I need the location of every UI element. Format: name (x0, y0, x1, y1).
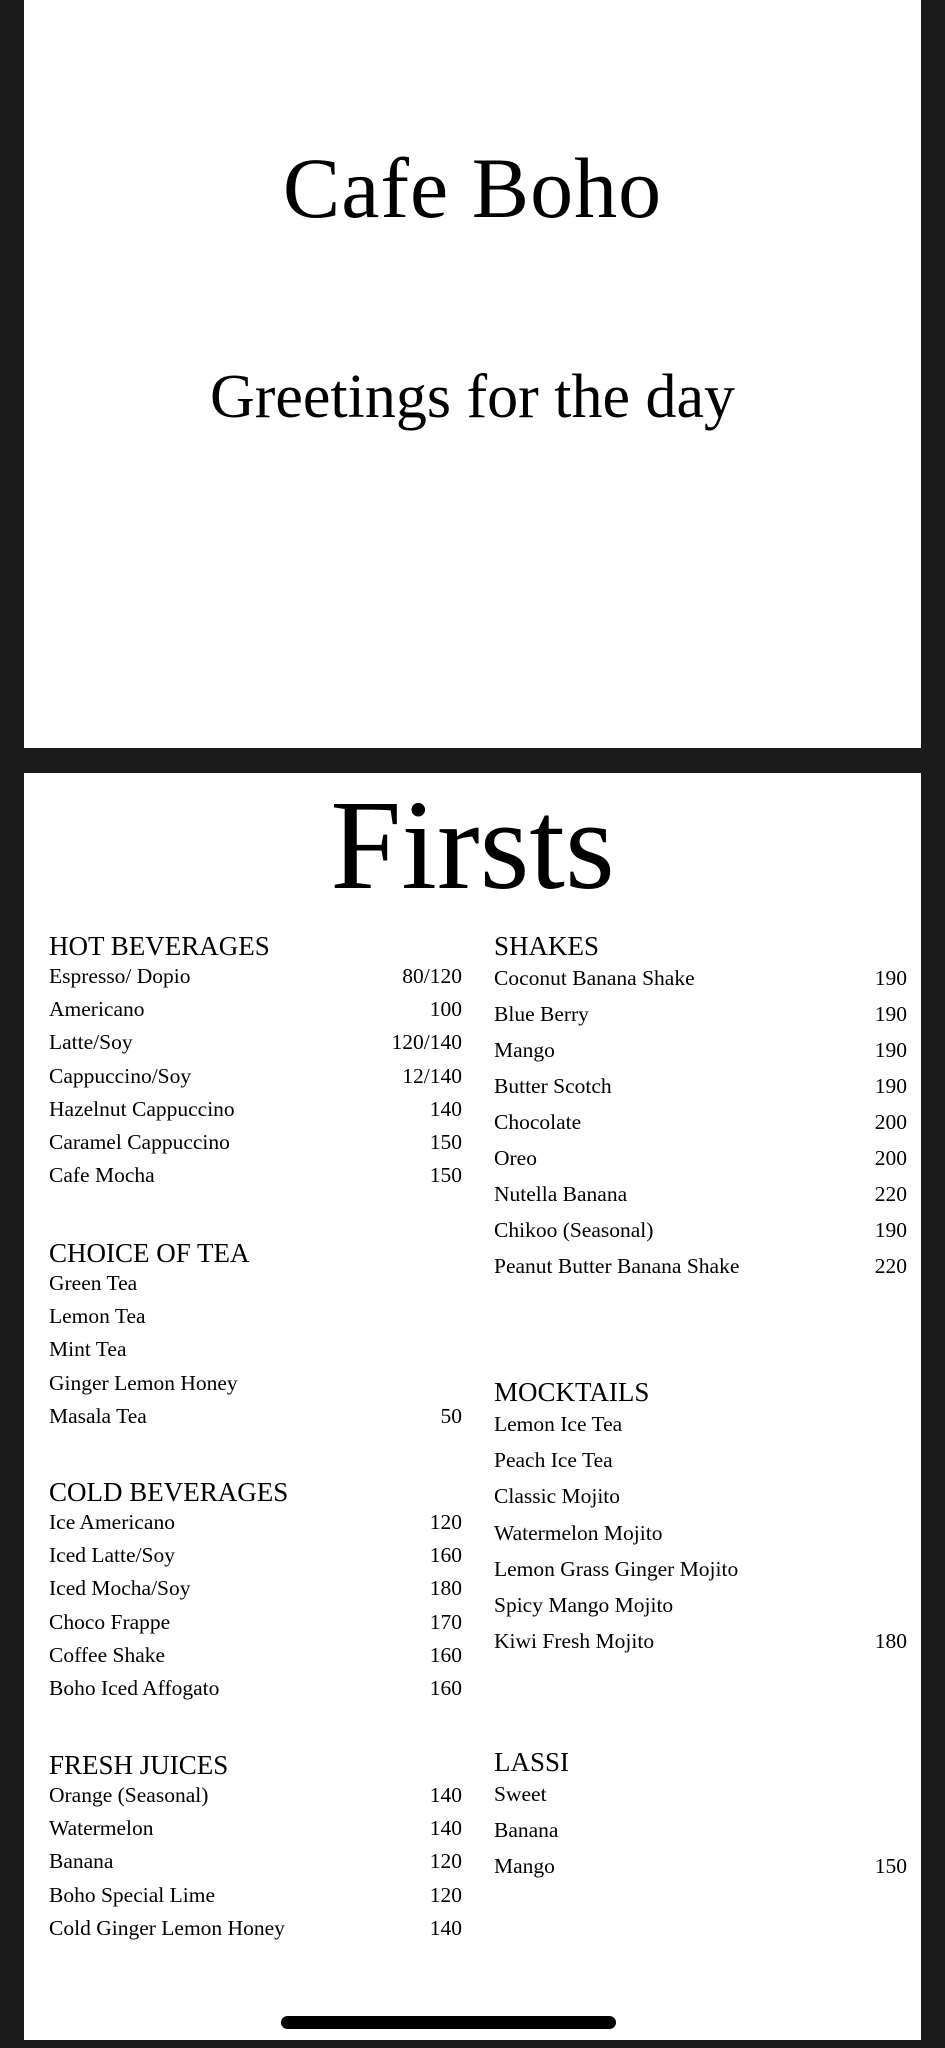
menu-item-price: 120 (429, 1882, 462, 1907)
menu-item-name: Mango (494, 1038, 555, 1062)
menu-item-name: Choco Frappe (49, 1609, 171, 1634)
menu-item-price: 140 (429, 1783, 462, 1807)
menu-item (49, 1404, 462, 1437)
menu-item-name: Lemon Grass Ginger Mojito (494, 1556, 739, 1581)
menu-item-price: 180 (874, 1629, 907, 1654)
menu-item (49, 1916, 462, 1949)
menu-item-name: Chocolate (494, 1110, 582, 1134)
menu-item (494, 1182, 907, 1218)
menu-item-name: Lemon Tea (49, 1304, 146, 1329)
menu-item-name: Caramel Cappuccino (49, 1129, 230, 1154)
menu-item-price: 140 (429, 1096, 462, 1121)
menu-item (494, 1038, 907, 1074)
menu-item-name: Kiwi Fresh Mojito (494, 1629, 655, 1654)
menu-item-price: 12/140 (402, 1063, 462, 1088)
menu-item-name: Lemon Ice Tea (494, 1412, 623, 1436)
section-title: LASSI (494, 1747, 570, 1777)
section-shakes (494, 930, 907, 1290)
menu-item-name: Iced Latte/Soy (49, 1543, 175, 1568)
menu-item (49, 964, 462, 997)
menu-item-price: 220 (874, 1254, 907, 1278)
menu-item (494, 1074, 907, 1110)
section-hot-beverages (49, 930, 462, 1196)
menu-item-name: Masala Tea (49, 1403, 147, 1428)
menu-item (49, 1030, 462, 1063)
menu-item (49, 1783, 462, 1816)
menu-item (494, 1818, 907, 1854)
menu-item-price: 160 (429, 1543, 462, 1568)
section-title: MOCKTAILS (494, 1377, 650, 1407)
menu-item (494, 1593, 907, 1629)
menu-item-name: Coffee Shake (49, 1642, 166, 1667)
menu-item-name: Classic Mojito (494, 1484, 621, 1509)
home-indicator[interactable] (281, 2016, 616, 2029)
menu-item-name: Iced Mocha/Soy (49, 1576, 191, 1601)
menu-item (494, 1854, 907, 1890)
menu-item-name: Americano (49, 997, 145, 1022)
section-title: COLD BEVERAGES (49, 1477, 289, 1507)
menu-item-name: Cold Ginger Lemon Honey (49, 1915, 285, 1940)
menu-item (49, 1064, 462, 1097)
menu-item-name: Banana (49, 1849, 114, 1874)
menu-item (49, 1271, 462, 1304)
menu-item (49, 1130, 462, 1163)
menu-item (494, 1629, 907, 1665)
item-list (494, 1782, 907, 1891)
menu-item (49, 1816, 462, 1849)
menu-title: Firsts (330, 774, 615, 916)
menu-item-price: 190 (874, 1074, 907, 1098)
menu-item-name: Watermelon Mojito (494, 1520, 663, 1545)
greeting-text: Greetings for the day (209, 363, 736, 431)
section-title: CHOICE OF TEA (49, 1238, 250, 1268)
menu-item (49, 1849, 462, 1882)
menu-item-name: Watermelon (49, 1816, 154, 1841)
menu-item (494, 1557, 907, 1593)
menu-item-name: Chikoo (Seasonal) (494, 1218, 654, 1242)
menu-item (49, 1576, 462, 1609)
menu-page (24, 773, 921, 2040)
menu-item-price: 220 (874, 1182, 907, 1206)
menu-item-price: 170 (429, 1609, 462, 1634)
menu-item-name: Peanut Butter Banana Shake (494, 1254, 740, 1278)
item-list (49, 1510, 462, 1709)
menu-item (494, 1412, 907, 1448)
menu-item-name: Sweet (494, 1782, 547, 1806)
menu-item (494, 1218, 907, 1254)
section-lassi (494, 1746, 907, 1891)
menu-item (49, 1510, 462, 1543)
menu-item-price: 140 (429, 1816, 462, 1841)
menu-item (494, 1254, 907, 1290)
section-title: SHAKES (494, 931, 600, 961)
menu-item-name: Boho Iced Affogato (49, 1675, 220, 1700)
menu-item-name: Orange (Seasonal) (49, 1783, 209, 1807)
cover-page (24, 0, 921, 748)
menu-item-name: Blue Berry (494, 1002, 589, 1026)
menu-item-price: 180 (429, 1576, 462, 1601)
menu-item-name: Ginger Lemon Honey (49, 1370, 238, 1395)
menu-item (494, 966, 907, 1002)
menu-item-price: 150 (874, 1854, 907, 1879)
menu-item-price: 150 (429, 1163, 462, 1188)
menu-item (49, 1304, 462, 1337)
menu-item-name: Espresso/ Dopio (49, 964, 191, 988)
section-title: FRESH JUICES (49, 1750, 229, 1780)
item-list (494, 966, 907, 1290)
item-list (49, 964, 462, 1196)
menu-item (49, 997, 462, 1030)
menu-item (49, 1883, 462, 1916)
menu-item-price: 100 (429, 997, 462, 1022)
menu-item-name: Spicy Mango Mojito (494, 1592, 674, 1617)
menu-item (494, 1521, 907, 1557)
menu-item-price: 190 (874, 1038, 907, 1062)
section-title: HOT BEVERAGES (49, 931, 270, 961)
menu-item (49, 1371, 462, 1404)
section-choice-of-tea (49, 1237, 462, 1437)
menu-item-name: Butter Scotch (494, 1074, 612, 1098)
menu-item-name: Green Tea (49, 1271, 138, 1295)
menu-item-price: 190 (874, 1218, 907, 1242)
menu-item (49, 1163, 462, 1196)
menu-item (49, 1337, 462, 1370)
item-list (494, 1412, 907, 1665)
menu-item-name: Nutella Banana (494, 1182, 628, 1206)
menu-item-price: 200 (874, 1110, 907, 1134)
menu-item-price: 150 (429, 1129, 462, 1154)
menu-item-name: Hazelnut Cappuccino (49, 1096, 235, 1121)
section-mocktails (494, 1376, 907, 1665)
menu-item-price: 120/140 (391, 1030, 462, 1055)
menu-item (49, 1097, 462, 1130)
menu-item (49, 1543, 462, 1576)
menu-item-name: Cappuccino/Soy (49, 1063, 192, 1088)
menu-item (494, 1146, 907, 1182)
menu-item-name: Boho Special Lime (49, 1882, 215, 1907)
menu-item-price: 120 (429, 1849, 462, 1874)
menu-item-name: Peach Ice Tea (494, 1448, 613, 1473)
cafe-name: Cafe Boho (282, 140, 663, 236)
menu-item-price: 50 (440, 1403, 462, 1428)
menu-item-name: Mango (494, 1854, 555, 1879)
menu-item-name: Mint Tea (49, 1337, 127, 1362)
item-list (49, 1783, 462, 1949)
menu-item-price: 140 (429, 1915, 462, 1940)
menu-item-price: 160 (429, 1675, 462, 1700)
menu-item (49, 1676, 462, 1709)
section-cold-beverages (49, 1476, 462, 1709)
menu-item-price: 80/120 (402, 964, 462, 988)
menu-item-name: Banana (494, 1818, 559, 1843)
menu-item-price: 120 (429, 1510, 462, 1534)
section-fresh-juices (49, 1749, 462, 1949)
menu-item-price: 200 (874, 1146, 907, 1170)
menu-item (494, 1484, 907, 1520)
menu-item-name: Oreo (494, 1146, 537, 1170)
menu-item-price: 160 (429, 1642, 462, 1667)
menu-item-name: Coconut Banana Shake (494, 966, 695, 990)
menu-item (494, 1448, 907, 1484)
menu-item-price: 190 (874, 966, 907, 990)
item-list (49, 1271, 462, 1437)
menu-item-name: Latte/Soy (49, 1030, 133, 1055)
menu-item-name: Ice Americano (49, 1510, 175, 1534)
menu-item (49, 1610, 462, 1643)
menu-item (494, 1782, 907, 1818)
menu-item (494, 1002, 907, 1038)
menu-item (49, 1643, 462, 1676)
menu-item-price: 190 (874, 1002, 907, 1026)
menu-item (494, 1110, 907, 1146)
menu-item-name: Cafe Mocha (49, 1163, 155, 1188)
